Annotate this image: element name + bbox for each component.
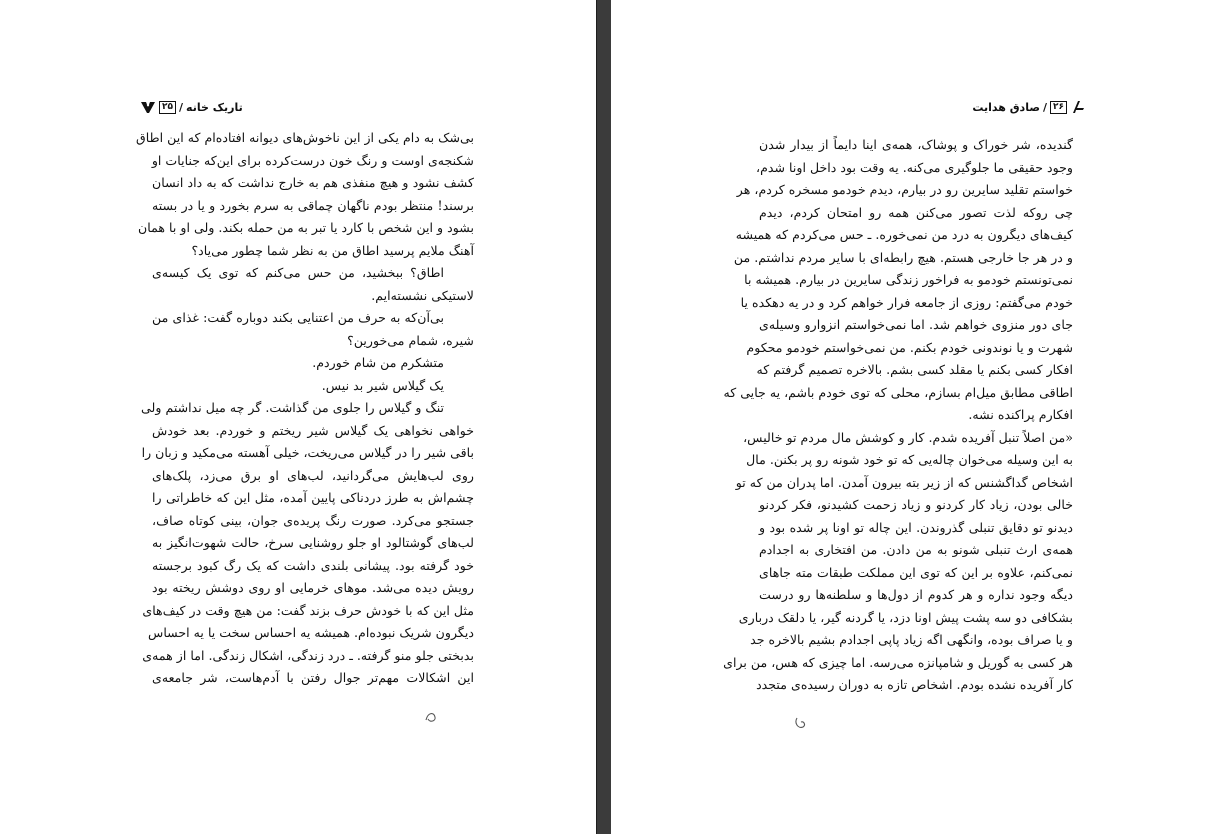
- publisher-logo-icon: [140, 100, 156, 114]
- text-line: جای دور منزوی خواهم شد. اما نمی‌خواستم انزوارو وسیله‌ی: [759, 317, 1073, 332]
- text-line: بدبختی جلو منو گرفته. ـ درد زندگی، اشکال زندگی. اما از همه‌ی: [142, 647, 474, 663]
- text-line: روی لب‌هایش می‌گردانید، لب‌های او برق می‌زد، پلک‌های: [152, 467, 474, 483]
- text-line: چشم‌اش به طرز دردناکی پایین آمده، مثل این که خاطراتی را: [152, 490, 474, 505]
- page-number: ۲۵: [159, 101, 176, 114]
- text-line: خودم می‌گفتم: روزی از جامعه فرار خواهم کرد و در یه دهکده یا: [740, 294, 1073, 310]
- text-line: تنگ و گیلاس را جلوی من گذاشت. گر چه میل نداشتم ولی: [141, 400, 444, 415]
- handwritten-mark-icon: [422, 708, 440, 726]
- text-line: شکنجه‌ی اوست و رنگ خون درست‌کرده برای این‌که جنایات او: [151, 152, 474, 168]
- text-line: نمی‌تونستم خودمو به فراخور زندگی سایرین در بیارم. همیشه با: [744, 272, 1073, 287]
- right-page: [611, 0, 1211, 834]
- text-line: جستجو می‌کرد. صورت رنگ پریده‌ی جوان، بینی کوتاه صاف،: [152, 512, 474, 528]
- text-line: خواهی نخواهی یک گیلاس شیر ریختم و خوردم. بعد خودش: [152, 422, 474, 438]
- right-page-header: ۲۶ / صادق هدایت: [972, 100, 1086, 114]
- text-line: خود گرفته بود. پیشانی بلندی داشت که یک رگ کبود برجسته: [152, 557, 474, 573]
- text-line: باقی شیر را در گیلاس می‌ریخت، خیلی آهسته می‌مکید و زبان را: [141, 445, 474, 460]
- text-line: دیگرون شریک نبوده‌ام. همیشه یه احساس سخت یا یه احساس: [147, 625, 474, 640]
- text-line: خواستم تقلید سایرین رو در بیارم، دیدم خودمو مسخره کردم، هر: [736, 182, 1073, 197]
- text-line: و در هر جا خارجی هستم. هیچ رابطه‌ای با سایر مردم نداشتم. من: [733, 249, 1073, 265]
- text-line: لاستیکی نشسته‌ایم.: [371, 287, 474, 303]
- text-line: نمی‌کنم، علاوه بر این که توی این مملکت طبقات مته جاهای: [759, 564, 1073, 580]
- text-line: رویش دیده می‌شد. موهای خرمایی او روی دوشش ریخته بود: [152, 580, 474, 595]
- text-line: بی‌آن‌که به حرف من اعتنایی بکند دوباره گفت: غذای من: [152, 310, 444, 325]
- text-line: کار آفریده نشده بودم. اشخاص تازه به دوران رسیده‌ی متجدد: [756, 677, 1073, 692]
- publisher-logo-icon: [1070, 100, 1086, 114]
- text-line: گندیده، شر خوراک و پوشاک، همه‌ی اینا دایماً از بیدار شدن: [759, 137, 1073, 152]
- text-line: لب‌های گوشتالود او جلو روشنایی سرخ، حالت شهوت‌انگیز به: [152, 535, 474, 550]
- text-line: برسند! منتظر بودم ناگهان چماقی به سرم بخورد و یا در بسته: [152, 197, 474, 213]
- text-line: دیدنو تو دقایق تنبلی گذروندن. این چاله تو اونا پر شده بود و: [759, 519, 1073, 535]
- text-line: آهنگ ملایم پرسید اطاق من به نظر شما چطور می‌یاد؟: [191, 242, 474, 258]
- text-line: بی‌شک به دام یکی از این ناخوش‌های دیوانه افتاده‌ام که این اطاق: [136, 130, 474, 145]
- text-line: افکارم پراکنده نشه.: [968, 407, 1073, 422]
- text-line: شهرت و یا نوندونی خودم بکنم. من نمی‌خواستم خودمو محکوم: [746, 339, 1073, 355]
- page-number: ۲۶: [1050, 101, 1067, 114]
- text-line: چی روکه لذت تصور می‌کنن همه رو امتحان کردم، دیدم: [759, 204, 1073, 220]
- text-line: به این وسیله می‌خوان چاله‌یی که تو خود شونه رو پر بکنن. مال: [746, 452, 1073, 467]
- handwritten-mark-icon: [792, 714, 810, 732]
- text-line: متشکرم من شام خوردم.: [312, 355, 444, 370]
- text-line: بشود و این شخص با کارد یا تبر به من حمله بکند. ولی او با همان: [138, 220, 474, 235]
- text-line: اطاق؟ ببخشید، من حس می‌کنم که توی یک کیسه‌ی: [152, 265, 444, 280]
- book-title: تاریک خانه: [186, 100, 243, 114]
- text-line: افکار کسی بکنم یا مقلد کسی بشم. بالاخره تصمیم گرفتم که: [756, 362, 1073, 377]
- text-line: دیگه وجود نداره و هر کدوم از دول‌ها و سلطنه‌ها رو درست: [759, 587, 1073, 602]
- text-line: اشخاص گداگشنس که از زیر بته بیرون آمدن. اما پدران من که تو: [735, 474, 1073, 490]
- author-name: صادق هدایت: [972, 100, 1040, 114]
- text-line: کیف‌های دیگرون به درد من نمی‌خوره. ـ حس می‌کردم که همیشه: [735, 227, 1073, 242]
- left-page-header: تاریک خانه / ۲۵: [140, 100, 243, 114]
- right-page-body: [723, 134, 1073, 697]
- text-line: «من اصلاً تنبل آفریده شدم. کار و کوشش مال مردم تو خالیس،: [743, 429, 1073, 445]
- book-gutter: [597, 0, 611, 834]
- text-line: مثل این که با خودش حرف بزند گفت: من هیچ وقت در کیف‌های: [142, 602, 474, 618]
- text-line: کشف نشود و هیچ منفذی هم به خارج نداشت که به داد انسان: [152, 175, 474, 190]
- text-line: وجود حقیقی ما جلوگیری می‌کنه. یه وقت بود داخل اونا شدم،: [756, 159, 1073, 175]
- text-line: هر کسی به گوریل و شامپانزه می‌رسه. اما چیزی که هس، من برای: [723, 654, 1073, 670]
- text-line: بشکافی دو سه پشت پیش اونا دزد، یا گردنه گیر، یا دلقک درباری: [738, 609, 1073, 625]
- text-line: خالی بودن، زیاد کار کردنو و زیاد زحمت کشیدنو، فکر کردنو: [759, 497, 1073, 512]
- text-line: شیره، شمام می‌خورین؟: [347, 332, 474, 348]
- text-line: و یا صراف بوده، وانگهی اگه زیاد پاپی اجدادم بشیم بالاخره جد: [750, 632, 1073, 647]
- left-page: [0, 0, 597, 834]
- text-line: همه‌ی ارث تنبلی شونو به من دادن. من افتخاری به اجدادم: [759, 542, 1073, 557]
- text-line: این اشکالات مهم‌تر جوال رفتن با آدم‌هاست، شر جامعه‌ی: [152, 670, 474, 685]
- text-line: اطاقی مطابق میل‌ام بسازم، محلی که توی خودم باشم، یه جایی که: [723, 384, 1073, 400]
- left-page-body: [136, 127, 474, 690]
- text-line: یک گیلاس شیر بد نیس.: [321, 377, 444, 393]
